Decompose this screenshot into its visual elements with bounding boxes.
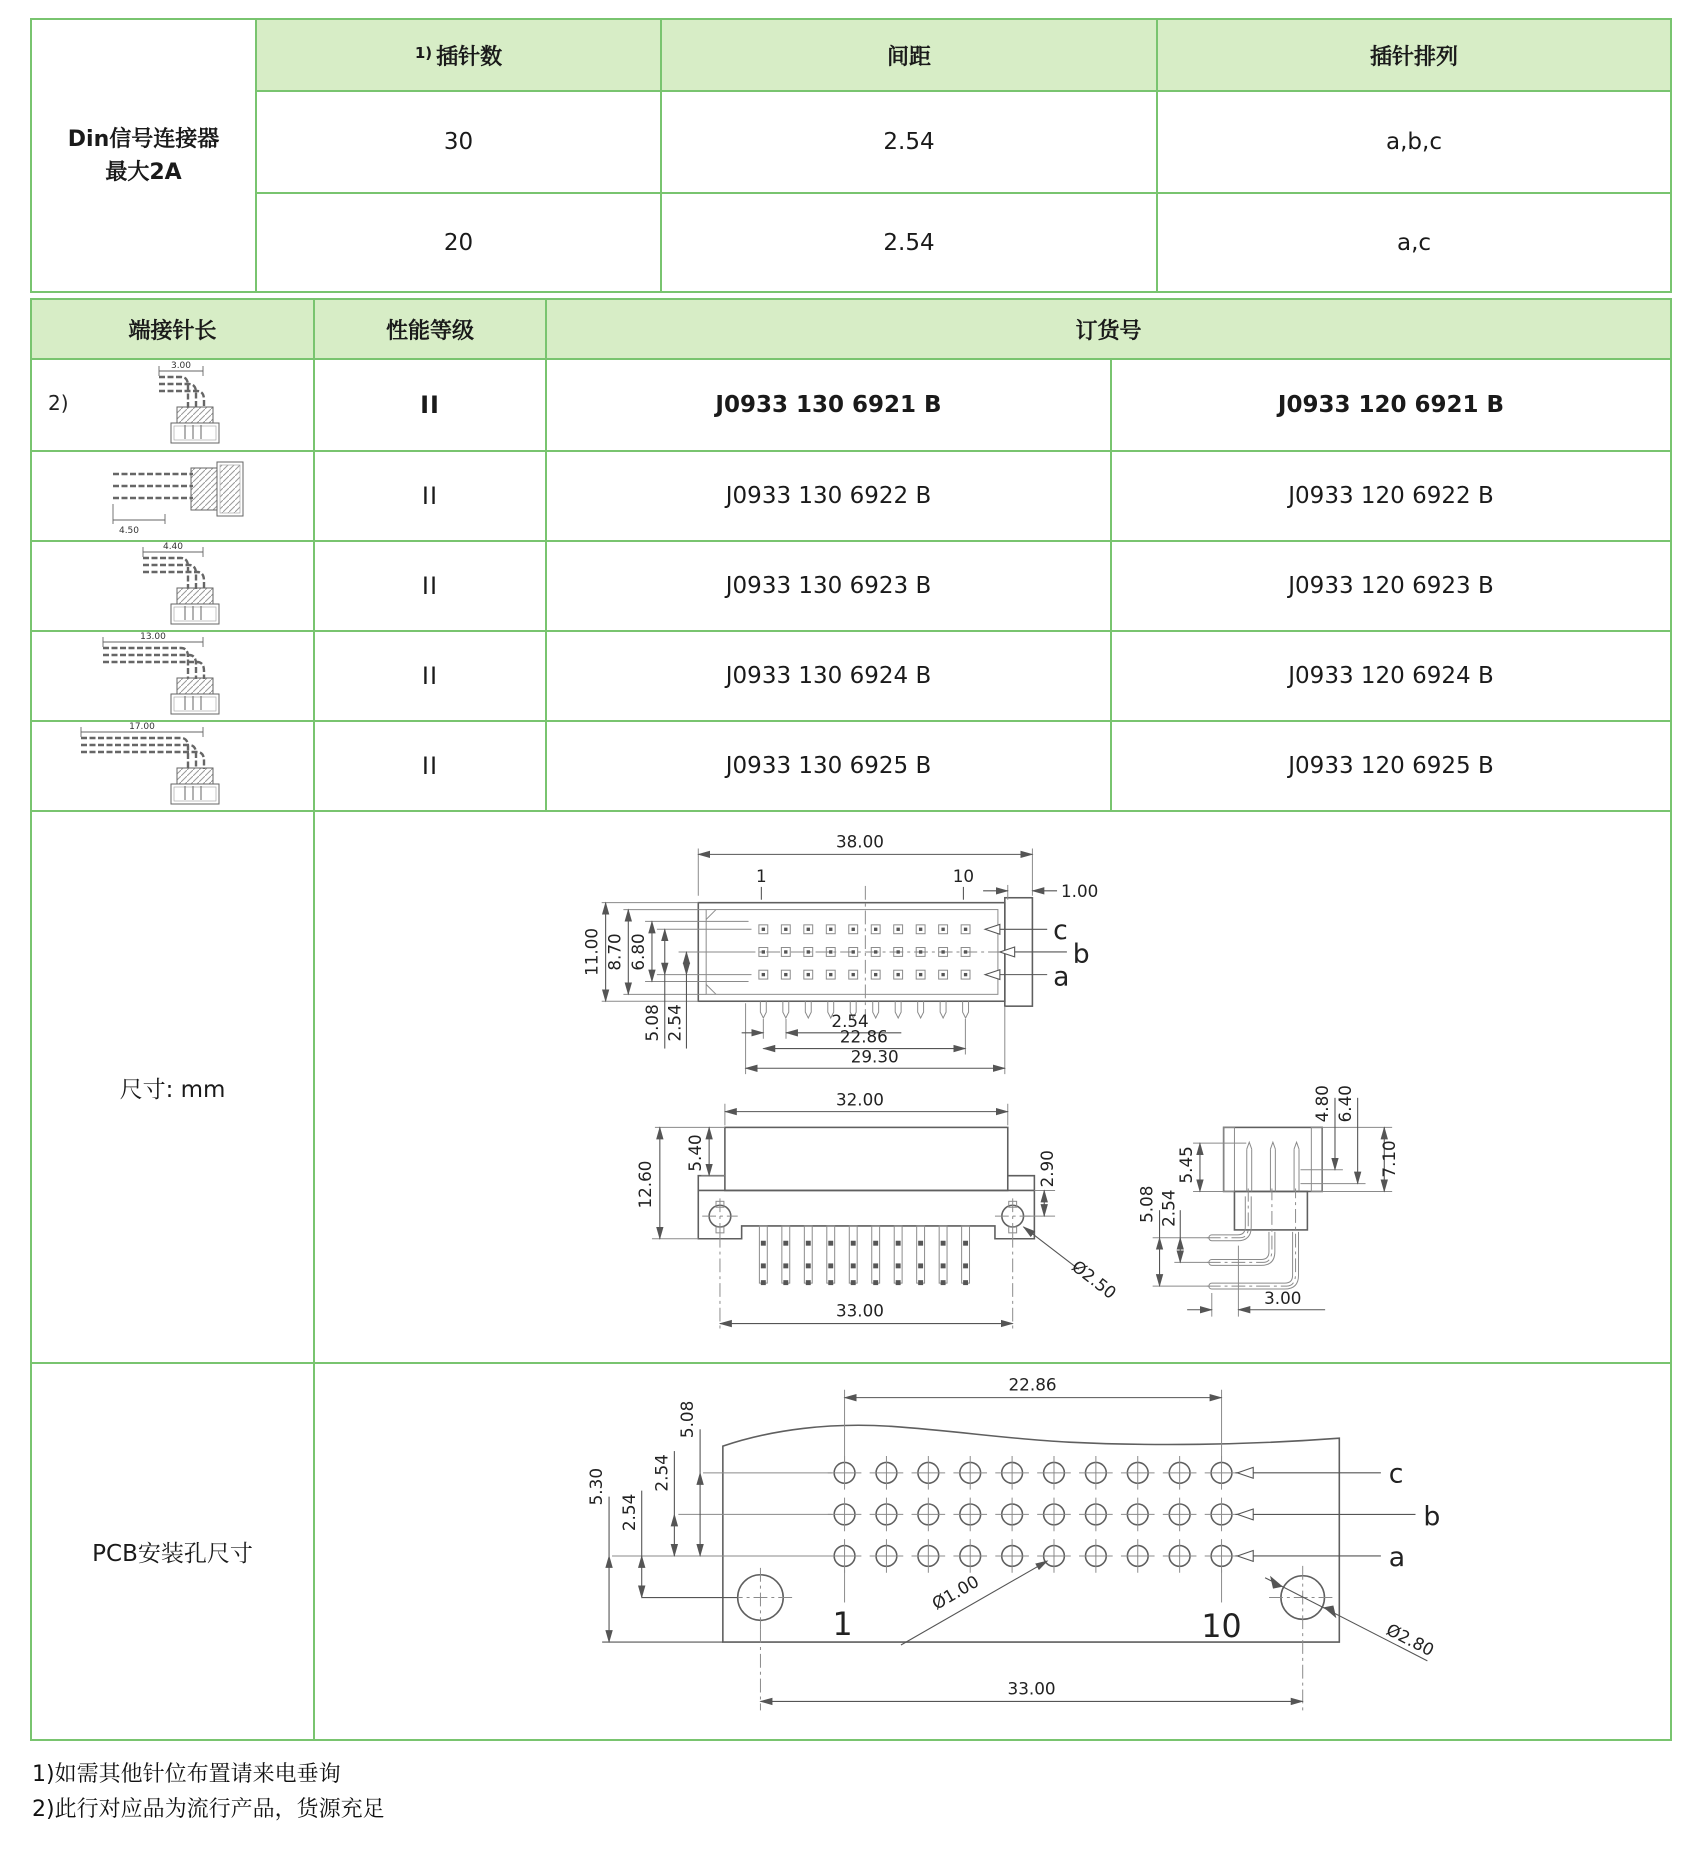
dim-pin-depth1: 4.80 — [1312, 1085, 1333, 1123]
dim-edge-offset: 5.30 — [586, 1467, 607, 1506]
footnote-2: 2)此行对应品为流行产品，货源充足 — [32, 1797, 385, 1823]
technical-drawing-dimensions — [315, 812, 1668, 1360]
dim-row-span: 5.08 — [641, 1004, 662, 1042]
dim-body-width: 29.30 — [850, 1046, 899, 1067]
side-view — [1137, 1085, 1399, 1317]
grade-value: II — [314, 359, 546, 451]
header-pitch: 间距 — [661, 19, 1157, 91]
grade-value: II — [314, 721, 546, 811]
dim-pin-hole-dia: Ø1.00 — [928, 1570, 983, 1614]
pin-length-drawing-cell — [31, 721, 314, 811]
pin-arrangement-value: a,c — [1157, 193, 1671, 292]
pin-length-drawing-cell — [31, 359, 314, 451]
order-number-30pin: J0933 130 6922 B — [546, 451, 1111, 541]
order-number-30pin: J0933 130 6924 B — [546, 631, 1111, 721]
dim-pin-depth2: 6.40 — [1334, 1085, 1355, 1123]
dim-front-width: 32.00 — [835, 1089, 884, 1110]
row-b-label: b — [1423, 1501, 1441, 1533]
grade-value: II — [314, 541, 546, 631]
dim-row-span: 5.08 — [1136, 1185, 1157, 1223]
dim-row-pitch: 2.54 — [664, 1004, 685, 1042]
pcb-label: PCB安装孔尺寸 — [31, 1363, 314, 1740]
row-a-label: a — [1053, 961, 1070, 993]
pin-drawing-row3 — [32, 632, 313, 720]
pin-length-drawing-cell — [31, 631, 314, 721]
row-a-label: a — [1388, 1541, 1406, 1573]
header-order-no: 订货号 — [546, 299, 1671, 359]
pin-drawing-row1 — [32, 452, 313, 540]
dim-hole-span: 22.86 — [1008, 1374, 1057, 1395]
dim-pitch: 2.54 — [831, 1010, 869, 1031]
top-view — [582, 831, 1099, 1074]
pin-drawing-row0 — [32, 361, 313, 449]
pin-length-drawing — [73, 361, 273, 449]
dim-body-height: 7.10 — [1379, 1140, 1400, 1178]
product-name-line2: 最大2A — [105, 159, 182, 185]
order-number-20pin: J0933 120 6924 B — [1111, 631, 1671, 721]
order-number-30pin: J0933 130 6921 B — [546, 359, 1111, 451]
header-pin-arrangement: 插针排列 — [1157, 19, 1671, 91]
table-row — [31, 91, 1671, 193]
grade-value: II — [314, 451, 546, 541]
pin-1-label: 1 — [832, 1607, 853, 1644]
pin-length-drawing — [73, 452, 273, 540]
dimensions-drawing-cell — [314, 811, 1671, 1363]
dim-mount-hole-dia: Ø2.80 — [1383, 1619, 1438, 1661]
order-number-30pin: J0933 130 6925 B — [546, 721, 1111, 811]
dim-step: 5.40 — [685, 1134, 706, 1172]
dim-pin-span: 22.86 — [839, 1026, 888, 1047]
pin-drawing-row2 — [32, 542, 313, 630]
pin-1-label: 1 — [756, 865, 767, 886]
product-name-line1: Din信号连接器 — [67, 126, 220, 152]
technical-drawing-pcb — [315, 1364, 1668, 1741]
table-row — [31, 451, 1671, 541]
svg-text:3.00: 3.00 — [170, 361, 191, 371]
row-b-label: b — [1072, 938, 1090, 970]
product-name-cell — [31, 19, 256, 292]
dim-mount-span: 33.00 — [1007, 1678, 1056, 1699]
connector-spec-table — [30, 18, 1672, 293]
dimensions-row — [31, 811, 1671, 1363]
header-grade: 性能等级 — [314, 299, 546, 359]
grade-value: II — [314, 631, 546, 721]
pcb-drawing-cell — [314, 1363, 1671, 1740]
svg-text:4.50: 4.50 — [118, 526, 139, 536]
table-row — [31, 359, 1671, 451]
pin-count-value: 20 — [256, 193, 661, 292]
table-row — [31, 541, 1671, 631]
header-pin-count: $^{1)}$ 插针数 — [256, 19, 661, 91]
dim-row-span: 5.08 — [677, 1400, 698, 1439]
footnote-ref-1: 1) — [414, 43, 433, 62]
pin-count-value: 30 — [256, 91, 661, 193]
datasheet-page — [0, 18, 1700, 1863]
dim-row-pitch1: 2.54 — [651, 1454, 672, 1492]
row-c-label: c — [1053, 915, 1068, 947]
dimensions-label: 尺寸: mm — [31, 811, 314, 1363]
footnote-ref-2: 2) — [48, 391, 69, 416]
front-view — [635, 1090, 1120, 1331]
dim-hole-offset: 2.90 — [1037, 1150, 1058, 1188]
dim-height-pins: 6.80 — [628, 933, 649, 971]
pin-drawing-row4 — [32, 722, 313, 810]
pin-length-drawing-cell — [31, 541, 314, 631]
pin-arrangement-value: a,b,c — [1157, 91, 1671, 193]
pcb-row — [31, 1363, 1671, 1740]
dim-row-pitch: 2.54 — [1158, 1189, 1179, 1227]
dim-tail: 5.45 — [1176, 1146, 1197, 1184]
pin-length-drawing — [73, 722, 273, 810]
order-number-20pin: J0933 120 6923 B — [1111, 541, 1671, 631]
pin-10-label: 10 — [1201, 1609, 1242, 1646]
dim-height-outer: 11.00 — [581, 927, 602, 976]
pitch-value: 2.54 — [661, 193, 1157, 292]
table-row — [31, 721, 1671, 811]
dim-flange-offset: 1.00 — [1060, 880, 1099, 901]
dim-row-pitch2: 2.54 — [618, 1493, 639, 1532]
pitch-value: 2.54 — [661, 91, 1157, 193]
table-row — [31, 631, 1671, 721]
dim-pin-length: 3.00 — [1264, 1287, 1302, 1308]
pin-length-drawing — [73, 542, 273, 630]
row-c-label: c — [1388, 1458, 1404, 1490]
svg-text:17.00: 17.00 — [128, 722, 155, 732]
order-number-20pin: J0933 120 6922 B — [1111, 451, 1671, 541]
order-number-table — [30, 298, 1672, 1741]
svg-text:13.00: 13.00 — [139, 632, 166, 642]
pin-length-drawing-cell — [31, 451, 314, 541]
dim-height-inner: 8.70 — [604, 933, 625, 971]
header-pin-length: 端接针长 — [31, 299, 314, 359]
dim-hole-span: 33.00 — [835, 1300, 884, 1321]
dim-top-width: 38.00 — [835, 831, 884, 852]
order-number-20pin: J0933 120 6925 B — [1111, 721, 1671, 811]
table-row — [31, 193, 1671, 292]
svg-text:4.40: 4.40 — [162, 542, 183, 552]
footnotes — [32, 1757, 1700, 1827]
pin-10-label: 10 — [952, 865, 975, 886]
order-number-20pin: J0933 120 6921 B — [1111, 359, 1671, 451]
pcb-outline — [723, 1425, 1339, 1642]
order-number-30pin: J0933 130 6923 B — [546, 541, 1111, 631]
pin-length-drawing — [73, 632, 273, 720]
dim-hole-dia: Ø2.50 — [1068, 1255, 1121, 1303]
dim-front-height: 12.60 — [634, 1160, 655, 1209]
footnote-1: 1)如需其他针位布置请来电垂询 — [32, 1762, 341, 1787]
